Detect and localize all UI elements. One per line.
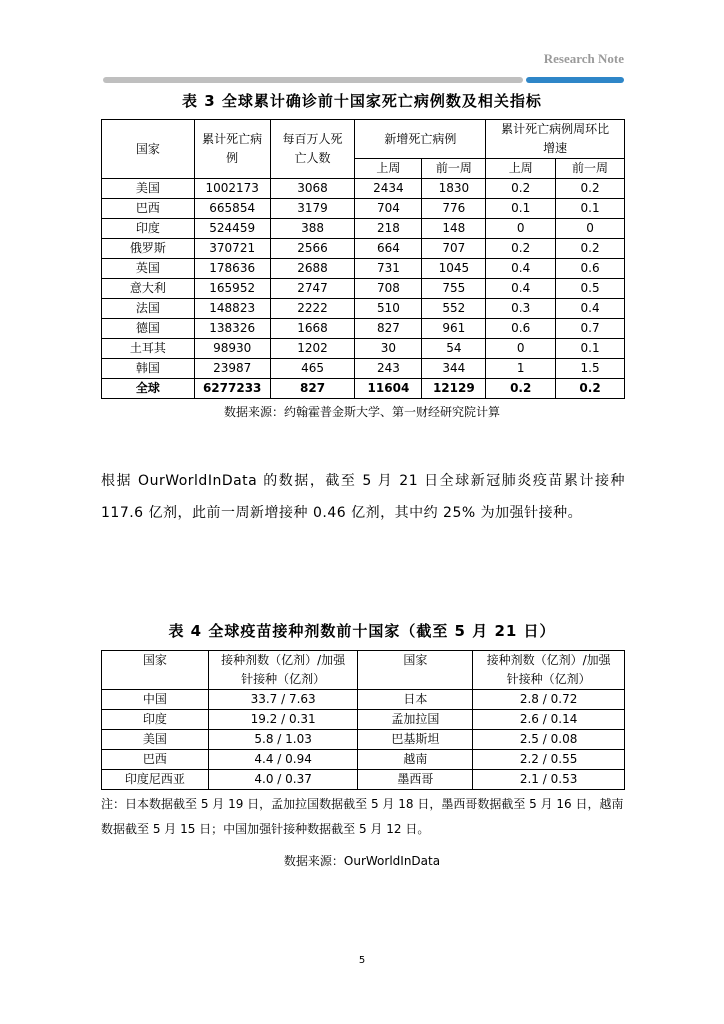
table-cell: 0.5 (556, 279, 625, 299)
table-cell: 731 (355, 259, 422, 279)
table-cell: 2.8 / 0.72 (473, 690, 625, 710)
table-row (102, 279, 625, 299)
table-cell: 11604 (355, 379, 422, 399)
table-cell: 2434 (355, 179, 422, 199)
t3-header-growth-prev-week: 前一周 (556, 159, 625, 179)
table-cell: 意大利 (102, 279, 195, 299)
table-cell: 巴基斯坦 (358, 730, 473, 750)
table-cell: 孟加拉国 (358, 710, 473, 730)
table-cell: 0.2 (486, 379, 556, 399)
table-row (102, 770, 625, 790)
table-cell: 2688 (270, 259, 355, 279)
table-row (102, 259, 625, 279)
table-cell: 827 (270, 379, 355, 399)
t4-header-country-left: 国家 (102, 651, 209, 690)
table-cell: 0.2 (556, 379, 625, 399)
table-cell: 2.6 / 0.14 (473, 710, 625, 730)
table3-body (102, 179, 625, 399)
table-cell: 524459 (194, 219, 270, 239)
table-cell: 19.2 / 0.31 (208, 710, 358, 730)
table4-note: 注：日本数据截至 5 月 19 日，孟加拉国数据截至 5 月 18 日，墨西哥数据截至 5 月 16 日，越南数据截至 5 月 15 日；中国加强针接种数据截至 5 月 12 日。 (101, 797, 624, 836)
table-cell: 1002173 (194, 179, 270, 199)
t3-header-country: 国家 (102, 120, 195, 179)
table-cell: 1 (486, 359, 556, 379)
table-cell: 0 (486, 339, 556, 359)
table-cell: 23987 (194, 359, 270, 379)
table-cell: 961 (422, 319, 486, 339)
table-cell: 370721 (194, 239, 270, 259)
table-cell: 0.7 (556, 319, 625, 339)
table-cell: 4.0 / 0.37 (208, 770, 358, 790)
header-divider-blue (526, 77, 624, 83)
body-paragraph: 根据 OurWorldInData 的数据，截至 5 月 21 日全球新冠肺炎疫苗累计接种 117.6 亿剂，此前一周新增接种 0.46 亿剂，其中约 25% 为加强针接种。 (101, 473, 625, 521)
t3-header-cum-deaths: 累计死亡病例 (194, 120, 270, 179)
table-cell: 日本 (358, 690, 473, 710)
table-cell: 1668 (270, 319, 355, 339)
table-cell: 美国 (102, 179, 195, 199)
table-cell: 2.5 / 0.08 (473, 730, 625, 750)
table-cell: 138326 (194, 319, 270, 339)
page-number: 5 (358, 955, 366, 966)
table-cell: 全球 (102, 379, 195, 399)
table-cell: 2.1 / 0.53 (473, 770, 625, 790)
table-cell: 0.2 (556, 239, 625, 259)
table-cell: 0.4 (556, 299, 625, 319)
table-cell: 665854 (194, 199, 270, 219)
table-cell: 墨西哥 (358, 770, 473, 790)
table-cell: 1830 (422, 179, 486, 199)
table4 (101, 650, 625, 790)
t3-header-growth: 累计死亡病例周环比增速 (486, 120, 625, 159)
table-cell: 0.4 (486, 259, 556, 279)
table-row (102, 299, 625, 319)
header-tag: Research Note (543, 51, 624, 66)
table3-caption: 表 3 全球累计确诊前十国家死亡病例数及相关指标 (182, 92, 542, 110)
table-row-total (102, 379, 625, 399)
table-row (102, 359, 625, 379)
table-cell: 6277233 (194, 379, 270, 399)
table-cell: 1045 (422, 259, 486, 279)
table-cell: 土耳其 (102, 339, 195, 359)
table-cell: 1202 (270, 339, 355, 359)
table-row (102, 319, 625, 339)
table-cell: 0.1 (556, 199, 625, 219)
table-row (102, 750, 625, 770)
table-cell: 1.5 (556, 359, 625, 379)
table-row (102, 730, 625, 750)
table-cell: 755 (422, 279, 486, 299)
table-cell: 0 (486, 219, 556, 239)
t4-header-doses-right: 接种剂数（亿剂）/加强针接种（亿剂） (473, 651, 625, 690)
table-cell: 30 (355, 339, 422, 359)
table-row (102, 690, 625, 710)
table-cell: 243 (355, 359, 422, 379)
table-cell: 827 (355, 319, 422, 339)
table-cell: 776 (422, 199, 486, 219)
t3-header-last-week: 上周 (355, 159, 422, 179)
table-cell: 越南 (358, 750, 473, 770)
table-cell: 54 (422, 339, 486, 359)
table-cell: 0.1 (486, 199, 556, 219)
table-cell: 2566 (270, 239, 355, 259)
table-cell: 美国 (102, 730, 209, 750)
table-cell: 5.8 / 1.03 (208, 730, 358, 750)
table4-caption: 表 4 全球疫苗接种剂数前十国家（截至 5 月 21 日） (168, 622, 556, 640)
table-cell: 388 (270, 219, 355, 239)
table4-source: 数据来源：OurWorldInData (283, 854, 441, 868)
table-cell: 中国 (102, 690, 209, 710)
table-cell: 148823 (194, 299, 270, 319)
table-cell: 33.7 / 7.63 (208, 690, 358, 710)
table-cell: 704 (355, 199, 422, 219)
t3-header-growth-last-week: 上周 (486, 159, 556, 179)
table-cell: 344 (422, 359, 486, 379)
table-cell: 印度 (102, 219, 195, 239)
table-cell: 巴西 (102, 750, 209, 770)
table-row (102, 199, 625, 219)
table-cell: 707 (422, 239, 486, 259)
table-row (102, 239, 625, 259)
table-cell: 巴西 (102, 199, 195, 219)
table-cell: 12129 (422, 379, 486, 399)
table-cell: 0.2 (486, 239, 556, 259)
table-cell: 510 (355, 299, 422, 319)
table-cell: 0.6 (556, 259, 625, 279)
t4-header-doses-left: 接种剂数（亿剂）/加强针接种（亿剂） (208, 651, 358, 690)
table-cell: 0.1 (556, 339, 625, 359)
table-cell: 印度 (102, 710, 209, 730)
table-cell: 0.6 (486, 319, 556, 339)
table-cell: 0.4 (486, 279, 556, 299)
header-divider-gray (103, 77, 523, 83)
table-cell: 0.3 (486, 299, 556, 319)
table-cell: 印度尼西亚 (102, 770, 209, 790)
table-cell: 法国 (102, 299, 195, 319)
table-cell: 2747 (270, 279, 355, 299)
table-row (102, 710, 625, 730)
table-cell: 708 (355, 279, 422, 299)
table-cell: 德国 (102, 319, 195, 339)
table-row (102, 179, 625, 199)
table-row (102, 219, 625, 239)
table-cell: 2.2 / 0.55 (473, 750, 625, 770)
table-cell: 98930 (194, 339, 270, 359)
table-cell: 2222 (270, 299, 355, 319)
table-cell: 0 (556, 219, 625, 239)
table-cell: 664 (355, 239, 422, 259)
table4-body (102, 690, 625, 790)
table-cell: 0.2 (556, 179, 625, 199)
table-row (102, 339, 625, 359)
t4-header-country-right: 国家 (358, 651, 473, 690)
table-cell: 552 (422, 299, 486, 319)
table-cell: 465 (270, 359, 355, 379)
table-cell: 218 (355, 219, 422, 239)
table-cell: 0.2 (486, 179, 556, 199)
table-cell: 俄罗斯 (102, 239, 195, 259)
table-cell: 韩国 (102, 359, 195, 379)
table-cell: 3068 (270, 179, 355, 199)
t3-header-new-deaths: 新增死亡病例 (355, 120, 486, 159)
table-cell: 4.4 / 0.94 (208, 750, 358, 770)
table3-source: 数据来源：约翰霍普金斯大学、第一财经研究院计算 (223, 405, 500, 419)
table-cell: 148 (422, 219, 486, 239)
table-cell: 3179 (270, 199, 355, 219)
table-cell: 英国 (102, 259, 195, 279)
table-cell: 178636 (194, 259, 270, 279)
t3-header-per-million: 每百万人死亡人数 (270, 120, 355, 179)
table3 (101, 119, 625, 399)
table-cell: 165952 (194, 279, 270, 299)
t3-header-prev-week: 前一周 (422, 159, 486, 179)
